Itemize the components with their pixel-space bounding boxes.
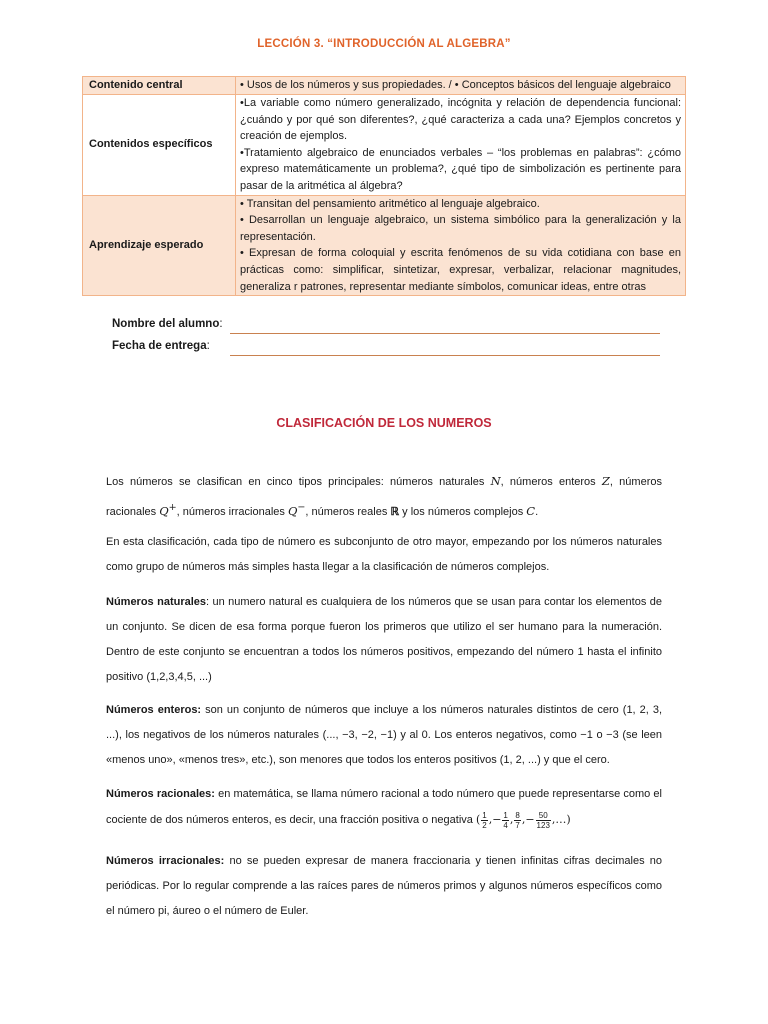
- math-symbol-complejos: C: [526, 503, 536, 518]
- fraction: [514, 811, 520, 830]
- row-text: • Expresan de forma coloquial y escrita fenómenos de su vida cotidiana con base en prácticas como: simplificar, sintetizar, expresar, verbalizar, relacionar magnitudes, generaliza r patrones, representar mediante símbolos, comunicar ideas, entre otras: [240, 247, 681, 293]
- text-run: , números irracionales: [176, 505, 288, 518]
- fraction: [502, 811, 508, 830]
- due-date-input-line[interactable]: [230, 340, 660, 356]
- paren-close: ): [566, 813, 571, 826]
- intro-paragraph-2: En esta clasificación, cada tipo de número es subconjunto de otro mayor, empezando por los números naturales como grupo de números más simples hasta llegar a la clasificación de números complejos.: [106, 536, 662, 573]
- math-superscript: +: [168, 502, 177, 513]
- fraction-denominator: 123: [536, 820, 550, 830]
- colon: :: [206, 340, 210, 352]
- fraction-numerator: 1: [503, 810, 508, 820]
- definition-enteros: [106, 698, 662, 773]
- row-label: Aprendizaje esperado: [83, 195, 236, 296]
- definition-text: : un numero natural es cualquiera de los números que se usan para contar los elementos de un conjunto. Se dicen de esa forma porque fueron los primeros que utilizo el ser humano para la numeración. Dentro de este conjunto se encuentran a todos los números positivos, empezando del número 1 hasta el infinito positivo (1,2,3,4,5, ...): [106, 596, 662, 683]
- fraction-separator: ,: [551, 813, 556, 826]
- math-superscript: −: [297, 502, 306, 513]
- fraction-examples: [480, 810, 567, 830]
- lesson-title: LECCIÓN 3. “INTRODUCCIÓN AL ALGEBRA”: [257, 38, 511, 50]
- fraction-separator: ,: [521, 813, 526, 826]
- row-text: • Desarrollan un lenguaje algebraico, un sistema simbólico para la generalización y la representación.: [240, 214, 681, 243]
- math-symbol-irracionales: [288, 504, 305, 518]
- section-title: CLASIFICACIÓN DE LOS NUMEROS: [276, 416, 492, 430]
- math-symbol-reales: ℝ: [390, 505, 400, 518]
- text-run: Los números se clasifican en cinco tipos principales: números naturales: [106, 476, 491, 488]
- student-name-label: Nombre del alumno: [112, 318, 220, 330]
- colon: :: [219, 318, 223, 330]
- term-racionales: Números racionales:: [106, 788, 215, 800]
- table-row-aprendizaje-esperado: [83, 195, 686, 296]
- fraction-denominator: 2: [482, 820, 487, 830]
- table-row-contenido-central: [83, 77, 686, 95]
- student-name-field: [112, 318, 223, 334]
- fraction-denominator: 4: [503, 820, 508, 830]
- row-text: • Transitan del pensamiento aritmético al lenguaje algebraico.: [240, 197, 540, 210]
- definition-racionales: [106, 782, 662, 833]
- due-date-label: Fecha de entrega: [112, 340, 207, 352]
- fraction-numerator: 1: [482, 810, 487, 820]
- row-content: [236, 77, 686, 95]
- math-letter: Q: [287, 503, 298, 518]
- text-run: , números reales: [305, 505, 391, 518]
- definition-irracionales: [106, 849, 662, 924]
- fraction-numerator: 8: [515, 810, 520, 820]
- definition-text: en matemática, se llama número racional a todo número que puede representarse como el cociente de dos números enteros, es decir, una fracción positiva o negativa: [106, 788, 662, 826]
- fraction-sign: −: [525, 813, 535, 826]
- paren-open: (: [475, 813, 481, 826]
- table-row-contenidos-especificos: [83, 95, 686, 196]
- row-text: • Usos de los números y sus propiedades. / • Conceptos básicos del lenguaje algebraico: [240, 79, 671, 92]
- lesson-info-table: [82, 76, 686, 296]
- math-symbol-racionales: [159, 504, 176, 518]
- intro-paragraph-1: [106, 469, 662, 525]
- math-symbol-enteros: Z: [601, 474, 610, 488]
- text-run: , números racionales: [106, 476, 662, 518]
- student-name-input-line[interactable]: [230, 318, 660, 334]
- row-label: Contenido central: [83, 77, 236, 95]
- term-enteros: Números enteros:: [106, 704, 202, 716]
- fraction-separator: ,: [509, 813, 514, 826]
- fraction-sign: −: [492, 813, 502, 826]
- row-content: [236, 95, 686, 196]
- row-label: Contenidos específicos: [83, 95, 236, 196]
- row-text: •La variable como número generalizado, incógnita y relación de dependencia funcional: ¿cuándo y por qué son diferentes?, ¿qué caracteriza a cada una? Ejemplos concretos y creación de ejemplos.: [240, 97, 681, 143]
- fraction-denominator: 7: [515, 820, 520, 830]
- definition-text: no se pueden expresar de manera fraccionaria y tienen infinitas cifras decimales no periódicas. Por lo regular comprende a las raíces pares de números primos y algunos números específicos como el número pi, áureo o el número de Euler.: [106, 855, 662, 917]
- fraction-numerator: 50: [536, 811, 551, 821]
- term-irracionales: Números irracionales:: [106, 855, 225, 867]
- math-letter: Q: [159, 503, 169, 518]
- definition-naturales: [106, 590, 662, 690]
- fraction: [536, 811, 551, 830]
- text-run: .: [535, 505, 539, 518]
- term-naturales: Números naturales: [106, 596, 207, 608]
- fraction: [481, 811, 487, 830]
- row-content: [236, 195, 686, 296]
- row-text: •Tratamiento algebraico de enunciados verbales – “los problemas en palabras”: ¿cómo expreso matemáticamente un problema?, ¿qué tipo de simbolización es pertinente para pasar de la aritmética al álgebra?: [240, 146, 681, 192]
- math-symbol-naturales: N: [490, 474, 501, 488]
- definition-text: son un conjunto de números que incluye a los números naturales distintos de cero (1, 2, 3, ...), los negativos de los números naturales (..., −3, −2, −1) y al 0. Los enteros negativos, como −1 o −3 (se leen «menos uno», «menos tres», etc.), son menores que todos los enteros positivos (1, 2, ...) y que el cero.: [106, 704, 662, 766]
- text-run: , números enteros: [500, 476, 602, 488]
- fraction-separator: ,: [488, 813, 493, 826]
- fraction-ellipsis: …: [555, 813, 567, 826]
- text-run: y los números complejos: [399, 505, 527, 518]
- due-date-field: [112, 340, 210, 356]
